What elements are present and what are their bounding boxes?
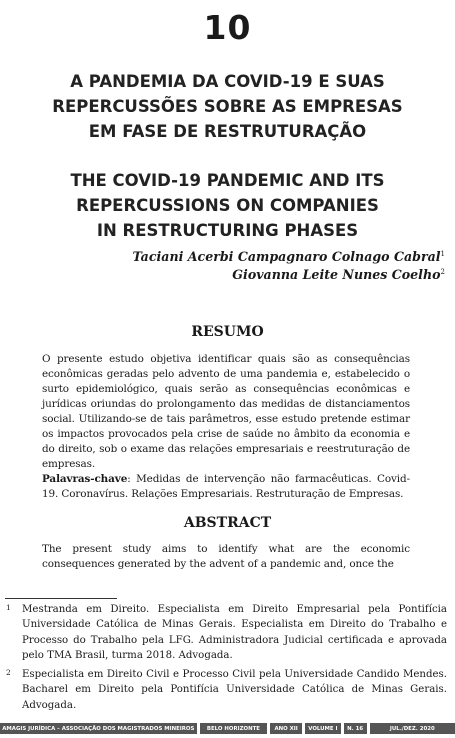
footnote-text: Especialista em Direito Civil e Processo Civil pela Universidade Candido Mendes. Bacharel em Direito pela Pontifícia Universidade Católica de Minas Gerais. Advogada.: [22, 669, 447, 711]
abstract-heading: ABSTRACT: [183, 515, 272, 531]
keywords-label: Palavras-chave: [42, 473, 128, 485]
footer-journal: AMAGIS JURÍDICA – ASSOCIAÇÃO DOS MAGISTRADOS MINEIROS: [0, 723, 197, 734]
author-footnote-ref[interactable]: 1: [440, 249, 445, 258]
title-portuguese: [20, 69, 435, 144]
footer-city: BELO HORIZONTE: [200, 723, 268, 734]
keywords-text: : Medidas de intervenção não farmacêuticas. Covid-19. Coronavírus. Relações Empresariais. Restruturação de Empresas.: [42, 473, 410, 500]
title-pt-line: EM FASE DE RESTRUTURAÇÃO: [88, 122, 367, 141]
page-footer: [0, 723, 455, 734]
title-en-line: IN RESTRUCTURING PHASES: [96, 221, 359, 240]
resumo-text: O presente estudo objetiva identificar quais são as consequências econômicas geradas pelo advento de uma pandemia e, estabelecido o surto epidemiológico, quais serão as consequências econômicas e jurídicas oriundas do prolongamento das medidas de distanciamentos social. Utilizando-se de tais parâmetros, esse estudo pretende estimar os impactos provocados pela crise de saúde no âmbito da economia e do direito, sob o exame das relações empresariais e reestruturação de empresas.: [42, 353, 410, 470]
footnote-1: [6, 602, 447, 663]
author-name: Taciani Acerbi Campagnaro Colnago Cabral: [132, 249, 441, 264]
title-pt-line: REPERCUSSÕES SOBRE AS EMPRESAS: [52, 97, 403, 116]
title-en-line: REPERCUSSIONS ON COMPANIES: [76, 196, 379, 215]
author-2: [232, 267, 445, 282]
footer-year: ANO XII: [270, 723, 302, 734]
footer-number: N. 16: [344, 723, 367, 734]
author-1: [133, 249, 446, 264]
title-en-line: THE COVID-19 PANDEMIC AND ITS: [70, 171, 385, 190]
author-footnote-ref[interactable]: 2: [440, 267, 445, 276]
footnote-number: 2: [6, 668, 11, 677]
footnote-2: [6, 667, 447, 713]
author-name: Giovanna Leite Nunes Coelho: [232, 267, 441, 282]
title-pt-line: A PANDEMIA DA COVID-19 E SUAS: [70, 72, 385, 91]
footnote-number: 1: [6, 603, 11, 612]
resumo-heading: RESUMO: [191, 324, 264, 340]
footnote-text: Mestranda em Direito. Especialista em Direito Empresarial pela Pontifícia Universidade Católica de Minas Gerais. Especialista em Direito do Trabalho e Processo do Trabalho pela LFG. Administradora Judicial certificada e aprovada pelo TMA Brasil, turma 2018. Advogada.: [22, 604, 447, 661]
abstract-text: The present study aims to identify what are the economic consequences generated by the advent of a pandemic and, once the: [42, 543, 410, 570]
footer-volume: VOLUME I: [305, 723, 341, 734]
chapter-number: 10: [203, 8, 252, 47]
footnote-divider: [5, 598, 117, 599]
footer-date: JUL./DEZ. 2020: [370, 723, 455, 734]
title-english: [20, 168, 435, 243]
keywords: [42, 472, 410, 502]
